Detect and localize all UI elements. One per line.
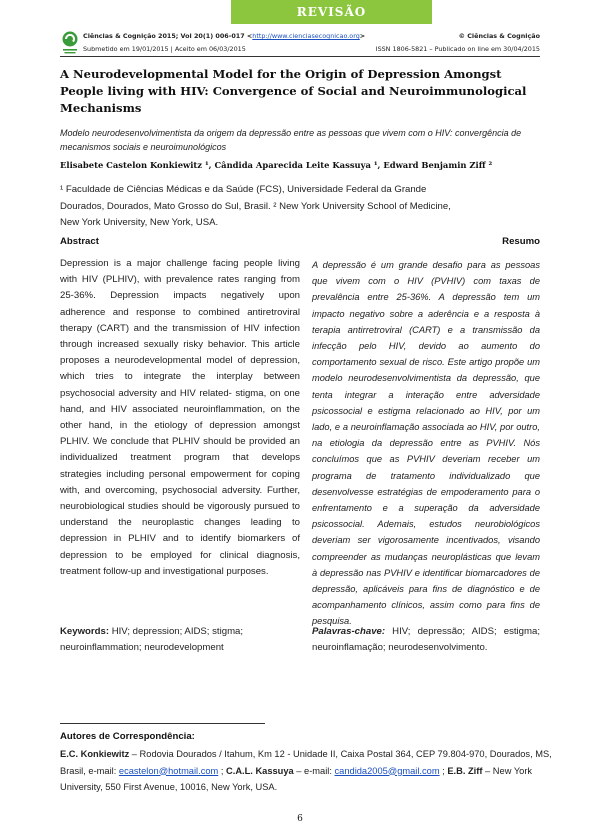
submission-dates: Submetido em 19/01/2015 | Aceito em 06/03/2015 [83,45,246,53]
keywords-list: HIV; depression; AIDS; stigma; neuroinflammation; neurodevelopment [60,626,244,653]
page-number: 6 [297,814,303,824]
palavras-label: Palavras-chave: [312,626,386,637]
journal-copyright: © Ciências & Cognição [458,32,540,40]
keywords-pt [312,624,540,656]
article-subtitle-pt: Modelo neurodesenvolvimentista da origem da depressão entre as pessoas que vivem com o HIV: convergência de mecanismos sociais e neuroimunológicos [60,128,522,152]
journal-logo-icon [60,30,80,56]
article-title: A Neurodevelopmental Model for the Origin of Depression Amongst People living with HIV: Convergence of Social and Neuroimmunological Mechanisms [60,67,527,115]
section-banner: REVISÃO [231,0,432,24]
journal-link[interactable]: http://www.cienciasecognicao.org [252,32,360,40]
resumo-heading: Resumo [502,236,540,247]
abstract-heading: Abstract [60,236,99,247]
correspondence-details: E.C. Konkiewitz – Rodovia Dourados / Itahum, Km 12 - Unidade II, Caixa Postal 364, CEP 79.804-970, Dourados, MS, Brasil, e-mail: ecastelon@hotmail.com ; C.A.L. Kassuya – e-mail: candida2005@gmail.com ; E.B. Ziff – New York University, 550 First Avenue, 10016, New York, USA. [60,749,552,792]
correspondence-heading: Autores de Correspondência: [60,731,195,742]
keywords-label: Keywords: [60,626,110,637]
issn-publication: ISSN 1806-5821 – Publicado on line em 30/04/2015 [375,45,540,53]
resumo-text: A depressão é um grande desafio para as pessoas que vivem com o HIV (PVHIV) com taxas de prevalência entre 25-36%. A depressão tem um impacto negativo sobre a aderência e a resposta à terapia antirretroviral (CART) e a transmissão da infecção pelo HIV, devido ao aumento do comportamento sexual de risco. Este artigo propõe um modelo neurodesenvolvimentista da depressão, que tenta integrar a interação entre adversidade psicossocial e estigma relacionado ao HIV, por um lado, e a neuroinflamação associada ao HIV, por outro, na etiologia da depressão entre as PVHIV. Nós concluímos que as PVHIV deveriam receber um programa de tratamento individualizado que desenvolvesse estratégias de empoderamento para o enfrentamento e a superação da adversidade psicossocial. Ademais, estudos neurobiológicos deveriam ser vigorosamente incentivados, visando compreender as mudanças neuroplásticas que levam à depressão nas PVHIV e identificar biomarcadores de depressão, aplicáveis para fins de diagnóstico e de acompanhamento clínicos, assim como para fins de pesquisa. [312,260,540,627]
author-list: Elisabete Castelon Konkiewitz ¹, Cândida Aparecida Leite Kassuya ¹, Edward Benjamin Ziff ² [60,160,493,170]
abstract-text: Depression is a major challenge facing people living with HIV (PLHIV), with prevalence rates ranging from 25-36%. Depression impacts negatively upon adherence and response to combined antiretroviral therapy (CART) and the transmission of HIV infection through increased sexually risky behavior. This article proposes a neurodevelopmental model of depression, which tries to integrate the interplay between psychosocial adversity and HIV related- stigma, on one hand, and HIV associated neuroinflammation, on the other hand, in the etiology of depression amongst PLHIV. We conclude that PLHIV should be provided an individualized treatment program that develops strategies including personal empowerment for coping with, and overcoming, psychosocial adversity. Further, neurobiological studies should be vigorously pursued to understand the neuroplastic changes leading to depression in PLHIV and to identify biomarkers of depression to be employed for clinical diagnosis, treatment follow-up and investigational purposes. [60,258,300,577]
keywords-en [60,624,300,656]
affiliations: ¹ Faculdade de Ciências Médicas e da Saúde (FCS), Universidade Federal da Grande Dourados, Dourados, Mato Grosso do Sul, Brasil. ² New York University School of Medicine, New York University, New York, USA. [60,184,451,228]
palavras-list: HIV; depressão; AIDS; estigma; neuroinflamação; neurodesenvolvimento. [312,626,540,653]
journal-citation: Ciências & Cognição 2015; Vol 20(1) 006-017 <http://www.cienciasecognicao.org> [83,32,366,40]
email-link-konkiewitz[interactable]: ecastelon@hotmail.com [118,765,219,776]
email-link-kassuya[interactable]: candida2005@gmail.com [334,765,440,776]
header-divider [60,56,540,57]
footnote-divider [60,723,265,724]
